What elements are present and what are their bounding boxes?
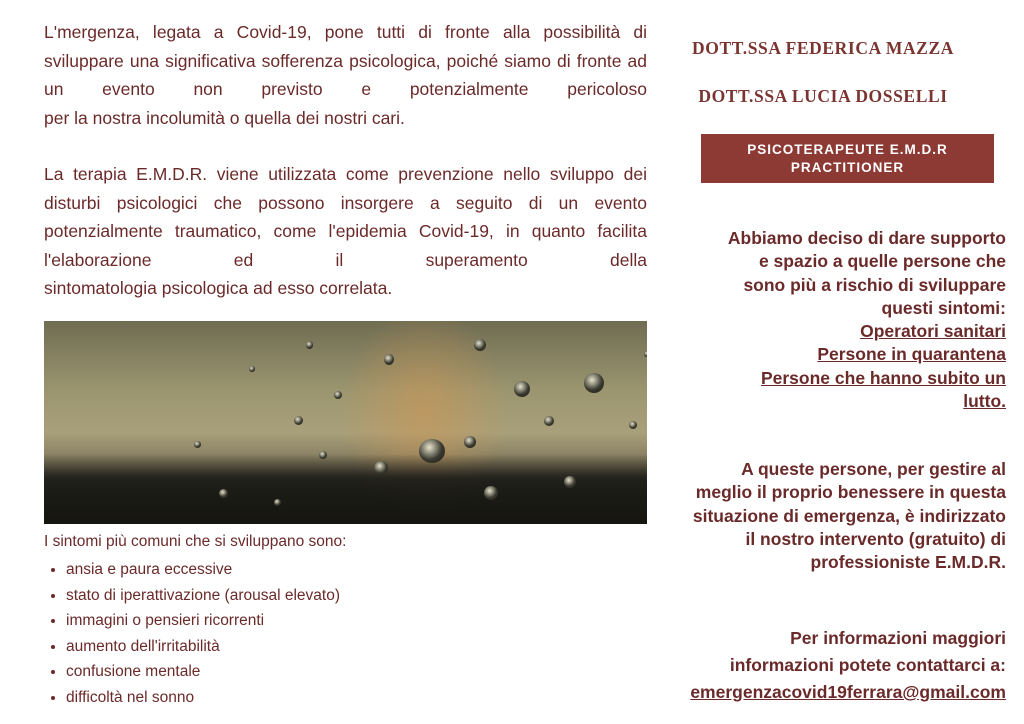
target-quarantena: Persone in quarantena <box>817 344 1006 365</box>
symptom-item: • immagini o pensieri ricorrenti <box>66 608 604 634</box>
symptoms-section <box>44 533 604 710</box>
contact-block <box>606 625 1006 706</box>
rain-window-photo <box>44 321 647 524</box>
contact-line1: Per informazioni maggiori <box>790 628 1006 648</box>
symptoms-list <box>44 557 604 710</box>
email-link[interactable]: emergenzacovid19ferrara@gmail.com <box>690 682 1006 702</box>
symptom-item: • stato di iperattivazione (arousal elevato) <box>66 583 604 609</box>
symptom-item: • difficoltà nel sonno <box>66 685 604 711</box>
badge-line2: PRACTITIONER <box>790 159 905 175</box>
doctor-name-dosselli: DOTT.SSA LUCIA DOSSELLI <box>698 86 948 106</box>
contact-line2: informazioni potete contattarci a: <box>729 655 1006 675</box>
doctor-name-mazza: DOTT.SSA FEDERICA MAZZA <box>692 38 954 58</box>
practitioner-badge <box>701 134 994 183</box>
symptom-item: • aumento dell'irritabilità <box>66 634 604 660</box>
target-lutto: Persone che hanno subito un lutto. <box>760 367 1006 412</box>
emdr-paragraph: La terapia E.M.D.R. viene utilizzata come prevenzione nello sviluppo dei disturbi psicologici che possono insorgere a seguito di un evento potenzialmente traumatico, come l'epidemia Covid-19, in quanto facilita l'elaborazione ed il superamento della sintomatologia psicologica ad esso correlata. <box>44 164 647 298</box>
offer-block: A queste persone, per gestire al meglio il proprio benessere in questa situazione di emergenza, è indirizzato il nostro intervento (gratuito) di professioniste E.M.D.R. <box>692 459 1006 573</box>
intro-paragraph: L'mergenza, legata a Covid-19, pone tutti di fronte alla possibilità di sviluppare una significativa sofferenza psicologica, poiché siamo di fronte ad un evento non previsto e potenzialmente pericoloso per la nostra incolumità o quella dei nostri cari. <box>44 22 647 128</box>
left-column <box>44 18 647 303</box>
badge-line1: PSICOTERAPEUTE E.M.D.R <box>747 141 948 157</box>
support-intro: Abbiamo deciso di dare supporto e spazio a quelle persone che sono più a rischio di sviluppare questi sintomi: <box>727 228 1006 318</box>
symptoms-intro: I sintomi più comuni che si sviluppano sono: <box>44 533 347 550</box>
symptom-item: • ansia e paura eccessive <box>66 557 604 583</box>
support-block <box>716 227 1006 413</box>
symptom-item: • confusione mentale <box>66 659 604 685</box>
target-operatori: Operatori sanitari <box>860 321 1006 342</box>
